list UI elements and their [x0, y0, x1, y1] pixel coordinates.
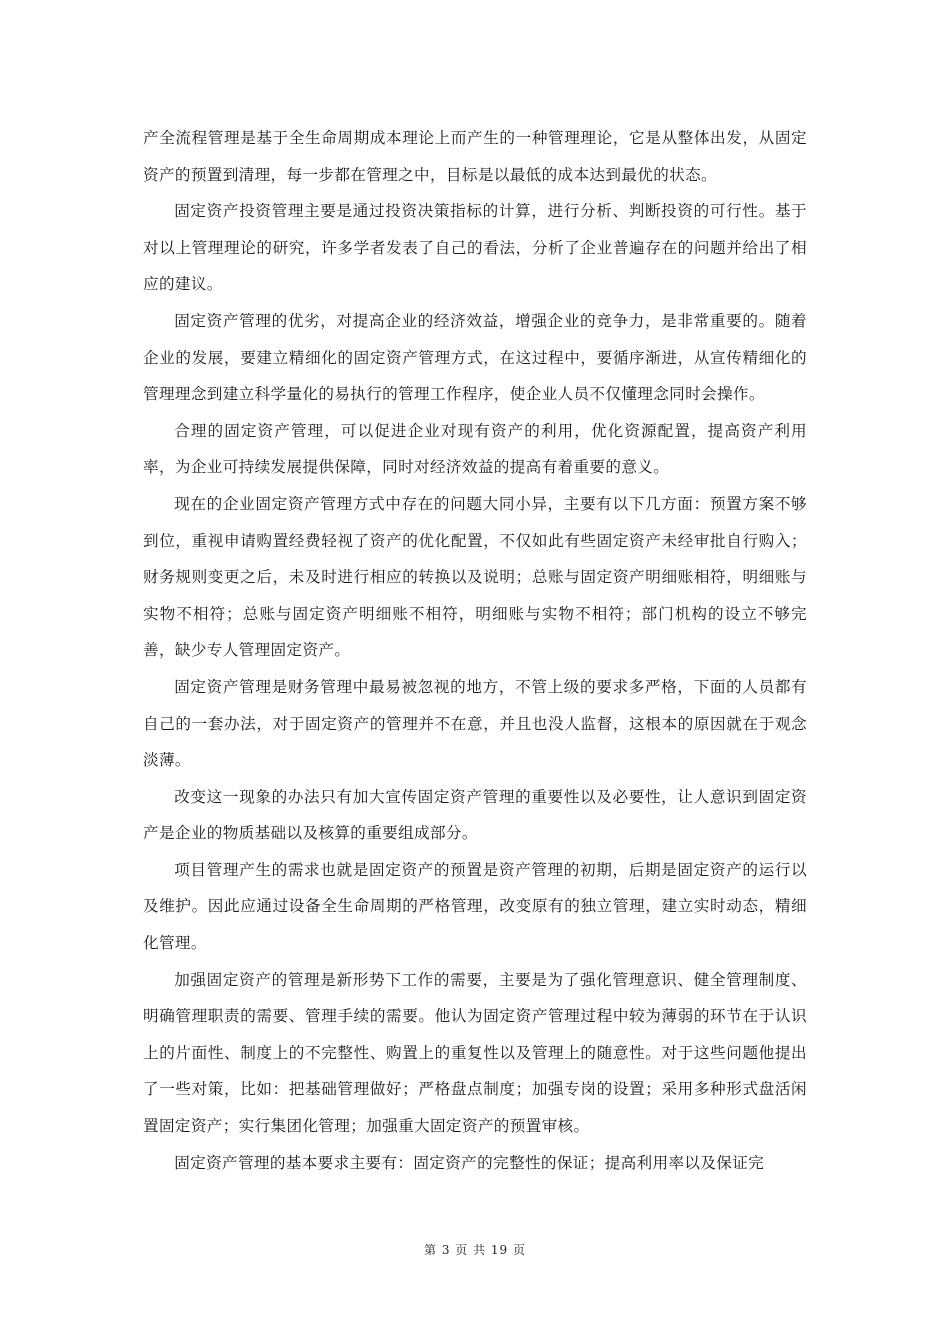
- paragraph-7: 改变这一现象的办法只有加大宣传固定资产管理的重要性以及必要性，让人意识到固定资产是企业的物质基础以及核算的重要组成部分。: [143, 787, 807, 843]
- paragraph-2: 固定资产投资管理主要是通过投资决策指标的计算，进行分析、判断投资的可行性。基于对以上管理理论的研究，许多学者发表了自己的看法，分析了企业普遍存在的问题并给出了相应的建议。: [143, 202, 807, 294]
- paragraph-1: 产全流程管理是基于全生命周期成本理论上而产生的一种管理理论，它是从整体出发，从固定资产的预置到清理，每一步都在管理之中，目标是以最低的成本达到最优的状态。: [143, 129, 807, 184]
- document-body: [143, 120, 807, 1181]
- paragraph-4: 合理的固定资产管理，可以促进企业对现有资产的利用，优化资源配置，提高资产利用率，为企业可持续发展提供保障，同时对经济效益的提高有着重要的意义。: [143, 421, 807, 477]
- paragraph-8: 项目管理产生的需求也就是固定资产的预置是资产管理的初期，后期是固定资产的运行以及维护。因此应通过设备全生命周期的严格管理，改变原有的独立管理，建立实时动态，精细化管理。: [143, 860, 807, 953]
- paragraph-10: 固定资产管理的基本要求主要有：固定资产的完整性的保证；提高利用率以及保证完: [174, 1153, 765, 1172]
- paragraph-3: 固定资产管理的优劣，对提高企业的经济效益，增强企业的竞争力，是非常重要的。随着企业的发展，要建立精细化的固定资产管理方式，在这过程中，要循序渐进，从宣传精细化的管理理念到建立科学量化的易执行的管理工作程序，使企业人员不仅懂理念同时会操作。: [143, 311, 807, 404]
- paragraph-5: 现在的企业固定资产管理方式中存在的问题大同小异，主要有以下几方面：预置方案不够到位，重视申请购置经费轻视了资产的优化配置，不仅如此有些固定资产未经审批自行购入；财务规则变更之后，未及时进行相应的转换以及说明；总账与固定资产明细账相符，明细账与实物不相符；总账与固定资产明细账不相符，明细账与实物不相符；部门机构的设立不够完善，缺少专人管理固定资产。: [143, 494, 807, 660]
- paragraph-9: 加强固定资产的管理是新形势下工作的需要，主要是为了强化管理意识、健全管理制度、明确管理职责的需要、管理手续的需要。他认为固定资产管理过程中较为薄弱的环节在于认识上的片面性、制度上的不完整性、购置上的重复性以及管理上的随意性。对于这些问题他提出了一些对策，比如：把基础管理做好；严格盘点制度；加强专岗的设置；采用多种形式盘活闲置固定资产；实行集团化管理；加强重大固定资产的预置审核。: [143, 970, 807, 1136]
- paragraph-6: 固定资产管理是财务管理中最易被忽视的地方，不管上级的要求多严格，下面的人员都有自己的一套办法，对于固定资产的管理并不在意，并且也没人监督，这根本的原因就在于观念淡薄。: [143, 677, 807, 770]
- page-number-footer: 第 3 页 共 19 页: [424, 1243, 526, 1257]
